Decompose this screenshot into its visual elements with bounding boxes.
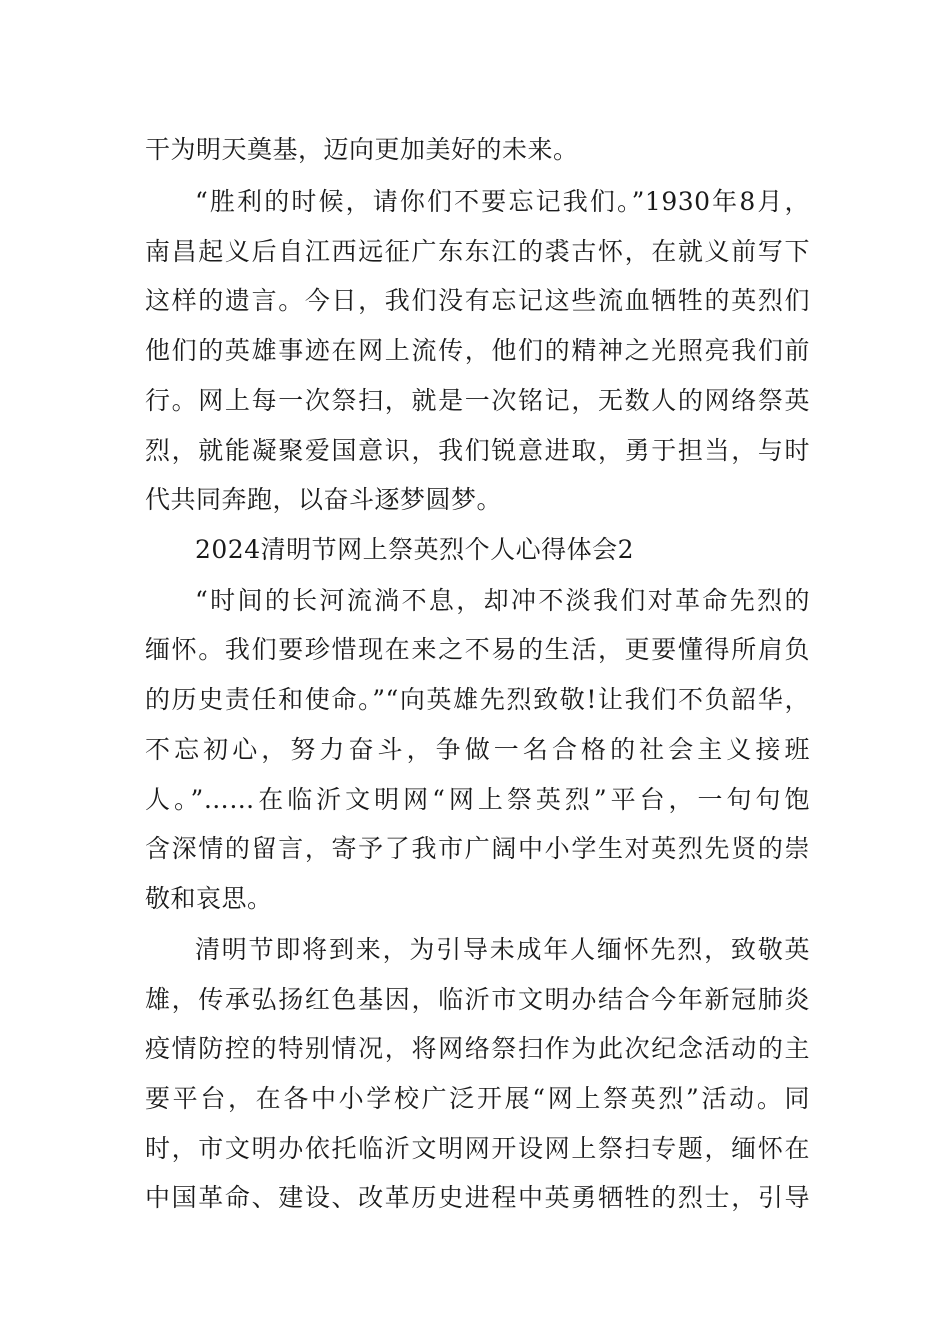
text-line: 南昌起义后自江西远征广东东江的裘古怀，在就义前写下 [145,237,810,266]
text-line: 不忘初心，努力奋斗，争做一名合格的社会主义接班 [145,735,810,764]
text-line: 人。”……在临沂文明网“网上祭英烈”平台，一句句饱 [145,785,810,814]
text-line: 雄，传承弘扬红色基因，临沂市文明办结合今年新冠肺炎 [145,985,810,1014]
text-line: 疫情防控的特别情况，将网络祭扫作为此次纪念活动的主 [145,1034,810,1063]
text-line: “胜利的时候，请你们不要忘记我们。”1930年8月， [195,187,810,216]
text-line: 敬和哀思。 [145,884,273,913]
text-line: “时间的长河流淌不息，却冲不淡我们对革命先烈的 [195,586,810,615]
text-line: 缅怀。我们要珍惜现在来之不易的生活，更要懂得所肩负 [145,635,810,664]
text-line: 时，市文明办依托临沂文明网开设网上祭扫专题，缅怀在 [145,1134,810,1163]
text-line: 他们的英雄事迹在网上流传，他们的精神之光照亮我们前 [145,336,810,365]
text-line: 要平台，在各中小学校广泛开展“网上祭英烈”活动。同 [145,1084,810,1113]
text-line: 烈，就能凝聚爱国意识，我们锐意进取，勇于担当，与时 [145,436,810,465]
section-heading: 2024清明节网上祭英烈个人心得体会2 [195,535,635,564]
text-line: 行。网上每一次祭扫，就是一次铭记，无数人的网络祭英 [145,386,810,415]
text-line: 代共同奔跑，以奋斗逐梦圆梦。 [145,485,503,514]
text-line: 中国革命、建设、改革历史进程中英勇牺牲的烈士，引导 [145,1183,810,1212]
text-line: 清明节即将到来，为引导未成年人缅怀先烈，致敬英 [195,935,810,964]
text-line: 含深情的留言，寄予了我市广阔中小学生对英烈先贤的崇 [145,834,810,863]
text-line: 干为明天奠基，迈向更加美好的未来。 [145,135,579,164]
text-line: 这样的遗言。今日，我们没有忘记这些流血牺牲的英烈们 [145,286,810,315]
text-line: 的历史责任和使命。”“向英雄先烈致敬!让我们不负韶华， [145,685,810,714]
